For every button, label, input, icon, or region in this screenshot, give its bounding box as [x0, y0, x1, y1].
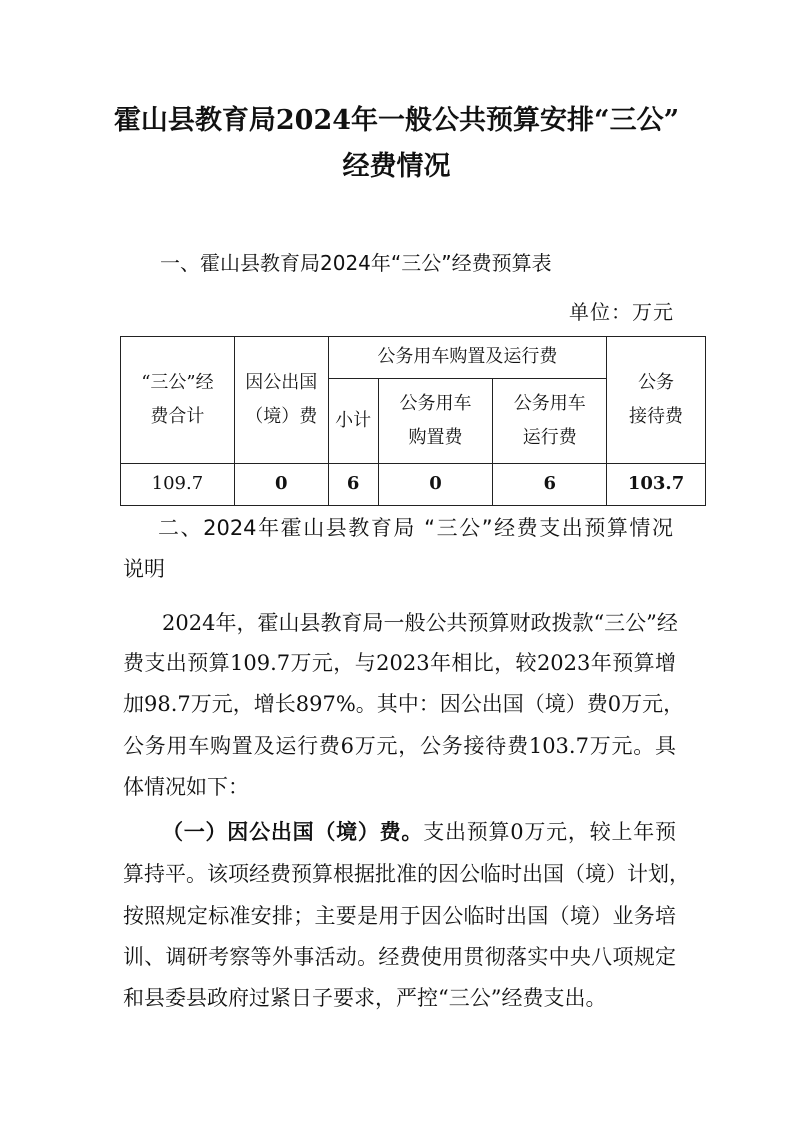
header-reception-line2: 接待费: [629, 406, 684, 427]
header-reception-line1: 公务: [638, 371, 675, 393]
header-purchase-line2: 购置费: [408, 427, 463, 448]
header-vehicle-group: 公务用车购置及运行费: [328, 337, 606, 379]
unit-label: 单位：万元: [569, 300, 674, 324]
cell-operation: 6: [493, 464, 607, 506]
header-abroad-line1: 因公出国: [245, 371, 318, 393]
header-reception: [607, 337, 706, 464]
para2-line1: [162, 822, 676, 843]
para2-lead: （一）因公出国（境）费。: [162, 820, 424, 844]
table-row: [121, 464, 706, 506]
cell-subtotal: 6: [328, 464, 378, 506]
para2-line2: 算持平。该项经费预算根据批准的因公临时出国（境）计划，: [123, 862, 690, 886]
cell-purchase: 0: [378, 464, 493, 506]
header-operation-line1: 公务用车: [513, 392, 586, 414]
header-operation-line2: 运行费: [522, 427, 577, 448]
cell-abroad: 0: [234, 464, 328, 506]
header-purchase-line1: 公务用车: [399, 392, 472, 414]
cell-total: 109.7: [121, 464, 235, 506]
para1-line5: 体情况如下：: [123, 775, 249, 799]
para2-line5: 和县委县政府过紧日子要求，严控“三公”经费支出。: [123, 986, 607, 1010]
document-title-line1: 霍山县教育局2024年一般公共预算安排“三公”: [113, 105, 680, 136]
budget-table: [120, 336, 706, 506]
header-operation: [493, 379, 607, 464]
document-title-line2: 经费情况: [342, 151, 451, 182]
header-total: [121, 337, 235, 464]
cell-reception: 103.7: [607, 464, 706, 506]
header-total-line1: “三公”经: [141, 371, 214, 393]
header-total-line2: 费合计: [150, 406, 205, 427]
para1-line4: 公务用车购置及运行费6万元，公务接待费103.7万元。具: [123, 734, 676, 758]
section2-heading-line1: 二、2024年霍山县教育局 “三公”经费支出预算情况: [158, 516, 673, 540]
header-purchase: [378, 379, 493, 464]
para2-line1-rest: 支出预算0万元，较上年预: [423, 820, 676, 844]
para1-line3: 加98.7万元，增长897%。其中：因公出国（境）费0万元，: [123, 692, 685, 716]
section1-heading: 一、霍山县教育局2024年“三公”经费预算表: [160, 251, 552, 275]
para1-line2: 费支出预算109.7万元，与2023年相比，较2023年预算增: [123, 651, 676, 675]
para2-line3: 按照规定标准安排；主要是用于因公临时出国（境）业务培: [123, 904, 676, 928]
para1-line1: 2024年，霍山县教育局一般公共预算财政拨款“三公”经: [162, 611, 678, 635]
header-subtotal: 小计: [328, 379, 378, 464]
header-abroad: [234, 337, 328, 464]
header-abroad-line2: （境）费: [245, 406, 318, 427]
section2-heading-line2: 说明: [123, 557, 165, 581]
para2-line4: 训、调研考察等外事活动。经费使用贯彻落实中央八项规定: [123, 945, 676, 969]
